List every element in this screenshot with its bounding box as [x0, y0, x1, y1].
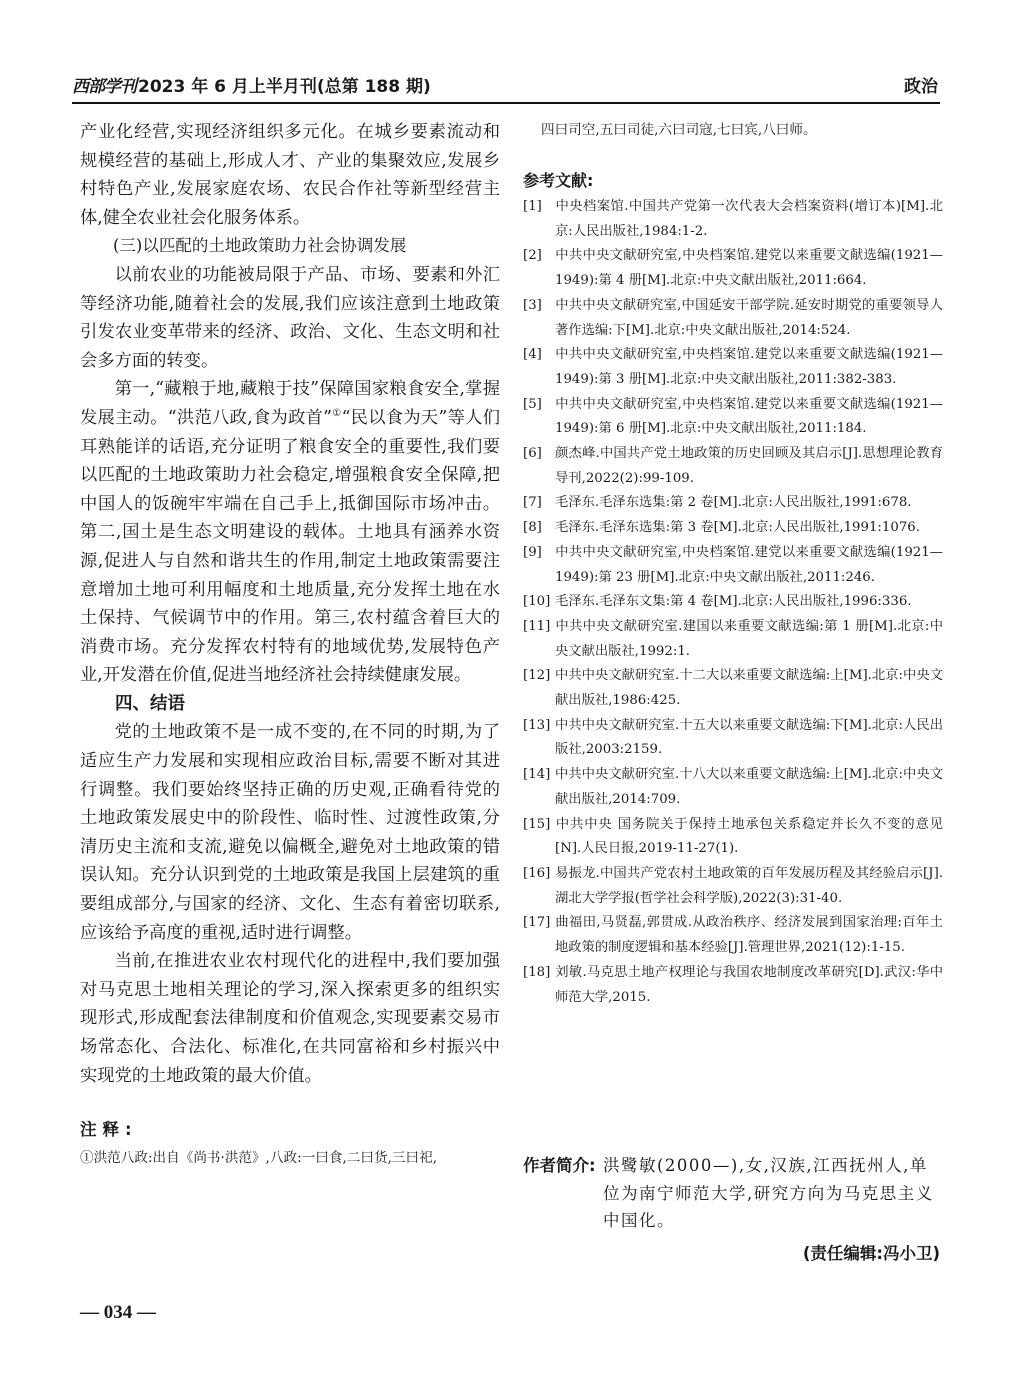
footnote-continued: 四曰司空,五曰司徒,六曰司寇,七曰宾,八曰师。 — [541, 122, 817, 138]
reference-text: 曲福田,马贤磊,郭贯成.从政治秩序、经济发展到国家治理:百年土地政策的制度逻辑和基本经验[J].管理世界,2021(12):1-15. — [555, 915, 943, 956]
footnote-marker: ① — [332, 408, 342, 420]
reference-text: 中共中央文献研究室.建国以来重要文献选编:第 1 册[M].北京:中央文献出版社,1992:1. — [555, 618, 943, 659]
reference-item — [523, 244, 943, 293]
reference-item — [523, 813, 943, 862]
reference-number: [5] — [523, 396, 542, 412]
reference-text: 颜杰峰.中国共产党土地政策的历史回顾及其启示[J].思想理论教育导刊,2022(2):99-109. — [555, 446, 943, 486]
reference-number: [7] — [523, 495, 542, 511]
reference-text: 易振龙.中国共产党农村土地政策的百年发展历程及其经验启示[J].湖北大学学报(哲学社会科学版),2022(3):31-40. — [555, 865, 943, 906]
reference-text: 中共中央文献研究室,中央档案馆.建党以来重要文献选编(1921—1949):第 3 册[M].北京:中央文献出版社,2011:382-383. — [555, 347, 943, 387]
reference-text: 刘敏.马克思土地产权理论与我国农地制度改革研究[D].武汉:华中师范大学,2015. — [555, 964, 943, 1005]
reference-text: 毛泽东.毛泽东文集:第 4 卷[M].北京:人民出版社,1996:336. — [555, 594, 912, 610]
reference-item — [523, 615, 943, 664]
reference-item — [523, 961, 943, 1010]
section-name: 政治 — [904, 77, 938, 97]
reference-text: 毛泽东.毛泽东选集:第 2 卷[M].北京:人民出版社,1991:678. — [555, 495, 912, 511]
reference-item — [523, 664, 943, 713]
body-paragraph: 产业化经营,实现经济组织多元化。在城乡要素流动和规模经营的基础上,形成人才、产业的集聚效应,发展乡村特色产业,发展家庭农场、农民合作社等新型经营主体,健全农业社会化服务体系。 — [80, 122, 500, 228]
body-paragraph: 以前农业的功能被局限于产品、市场、要素和外汇等经济功能,随着社会的发展,我们应该注意到土地政策引发农业变革带来的经济、政治、文化、生态文明和社会多方面的转变。 — [80, 264, 500, 371]
reference-item — [523, 911, 943, 960]
reference-number: [13] — [523, 717, 551, 733]
reference-text: 中共中央文献研究室,中央档案馆.建党以来重要文献选编(1921—1949):第 23 册[M].北京:中央文献出版社,2011:246. — [555, 544, 943, 585]
reference-number: [9] — [523, 544, 542, 560]
reference-item — [523, 516, 943, 541]
reference-number: [2] — [523, 248, 542, 264]
reference-item — [523, 590, 943, 615]
reference-text: 中共中央文献研究室,中国延安干部学院.延安时期党的重要领导人著作选编:下[M].北京:中央文献出版社,2014:524. — [555, 297, 943, 338]
reference-number: [10] — [523, 594, 551, 610]
author-bio — [523, 1152, 943, 1235]
reference-text: 中央档案馆.中国共产党第一次代表大会档案资料(增订本)[M].北京:人民出版社,1984:1-2. — [555, 199, 943, 239]
reference-number: [14] — [523, 767, 551, 783]
notes-heading: 注释: — [80, 1120, 138, 1140]
author-label: 作者简介: — [523, 1156, 596, 1175]
reference-number: [4] — [523, 347, 542, 363]
subsection-heading: (三)以匹配的土地政策助力社会协调发展 — [113, 236, 407, 256]
reference-item — [523, 714, 943, 763]
left-column — [80, 118, 500, 1170]
reference-item — [523, 763, 943, 812]
section-heading: 四、结语 — [115, 693, 185, 714]
reference-text: 中共中央文献研究室,中央档案馆.建党以来重要文献选编(1921—1949):第 4 册[M].北京:中央文献出版社,2011:664. — [555, 248, 943, 289]
journal-issue: 2023 年 6 月上半月刊(总第 188 期) — [138, 77, 431, 97]
reference-text: 中共中央文献研究室.十二大以来重要文献选编:上[M].北京:中央文献出版社,1986:425. — [555, 668, 943, 709]
reference-number: [16] — [523, 865, 551, 881]
reference-item — [523, 294, 943, 343]
responsible-editor: (责任编辑:冯小卫) — [802, 1244, 940, 1263]
references-list — [523, 195, 943, 1010]
reference-item — [523, 343, 943, 392]
reference-number: [17] — [523, 915, 551, 931]
reference-item — [523, 195, 943, 244]
page-number: — 034 — — [80, 1302, 156, 1323]
reference-text: 中共中央文献研究室.十五大以来重要文献选编:下[M].北京:人民出版社,2003:2159. — [555, 717, 943, 758]
journal-title — [72, 72, 431, 97]
reference-text: 中共中央文献研究室.十八大以来重要文献选编:上[M].北京:中央文献出版社,2014:709. — [555, 767, 943, 807]
reference-item — [523, 442, 943, 491]
reference-number: [15] — [523, 816, 551, 832]
reference-number: [18] — [523, 964, 551, 980]
reference-item — [523, 491, 943, 516]
right-column — [523, 118, 943, 1010]
reference-number: [1] — [523, 199, 542, 214]
reference-item — [523, 393, 943, 442]
references-heading: 参考文献: — [523, 171, 594, 190]
reference-text: 毛泽东.毛泽东选集:第 3 卷[M].北京:人民出版社,1991:1076. — [555, 520, 920, 536]
footnote: ①洪范八政:出自《尚书·洪范》,八政:一曰食,二曰货,三曰祀, — [80, 1150, 438, 1167]
author-text: 洪鹭敏(2000—),女,汉族,江西抚州人,单位为南宁师范大学,研究方向为马克思主义中国化。 — [603, 1156, 934, 1230]
journal-logo: 西部学刊 — [72, 77, 136, 97]
reference-item — [523, 862, 943, 911]
body-paragraph: 党的土地政策不是一成不变的,在不同的时期,为了适应生产力发展和实现相应政治目标,需要不断对其进行调整。我们要始终坚持正确的历史观,正确看待党的土地政策发展史中的阶段性、临时性、过渡性政策,分清历史主流和支流,避免以偏概全,避免对土地政策的错误认知。充分认识到党的土地政策是我国上层建筑的重要组成部分,与国家的经济、文化、生态有着密切联系,应该给予高度的重视,适时进行调整。 — [80, 722, 500, 943]
reference-item — [523, 541, 943, 590]
reference-text: 中共中央文献研究室,中央档案馆.建党以来重要文献选编(1921—1949):第 6 册[M].北京:中央文献出版社,2011:184. — [555, 396, 943, 437]
body-paragraph: 第一,“藏粮于地,藏粮于技”保障国家粮食安全,掌握发展主动。“洪范八政,食为政首”①“民以食为天”等人们耳熟能详的话语,充分证明了粮食安全的重要性,我们要以匹配的土地政策助力社会稳定,增强粮食安全保障,把中国人的饭碗牢牢端在自己手上,抵御国际市场冲击。第二,国土是生态文明建设的载体。土地具有涵养水资源,促进人与自然和谐共生的作用,制定土地政策需要注意增加土地可利用幅度和土地质量,充分发挥土地在水土保持、气候调节中的作用。第三,农村蕴含着巨大的消费市场。充分发挥农村特有的地域优势,发展特色产业,开发潜在价值,促进当地经济社会持续健康发展。 — [80, 379, 501, 686]
reference-number: [11] — [523, 618, 551, 634]
page-header — [72, 66, 940, 104]
body-paragraph: 当前,在推进农业农村现代化的进程中,我们要加强对马克思土地相关理论的学习,深入探索更多的组织实现形式,形成配套法律制度和价值观念,实现要素交易市场常态化、合法化、标准化,在共同富裕和乡村振兴中实现党的土地政策的最大价值。 — [80, 951, 500, 1086]
reference-number: [6] — [523, 446, 542, 462]
reference-text: 中共中央 国务院关于保持土地承包关系稳定并长久不变的意见[N].人民日报,2019-11-27(1). — [555, 816, 943, 857]
reference-number: [12] — [523, 668, 551, 684]
reference-number: [8] — [523, 520, 542, 536]
reference-number: [3] — [523, 297, 542, 313]
